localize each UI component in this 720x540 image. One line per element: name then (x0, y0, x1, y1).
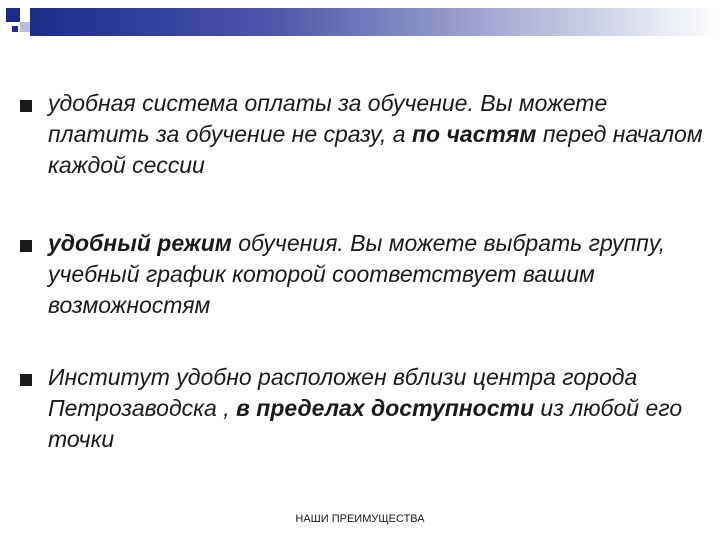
footer-label: НАШИ ПРЕИМУЩЕСТВА (295, 513, 425, 525)
text-segment: Институт удобно расположен вблизи центра города Петрозаводска , (48, 364, 638, 421)
bullet-text (48, 362, 708, 455)
bold-segment: в пределах доступности (235, 395, 535, 421)
text-segment: перед началом каждой сессии (48, 121, 703, 178)
text-segment: обучения. Вы можете выбрать группу, учебный график которой соответствует вашим возможностям (48, 230, 666, 318)
bullet-text (48, 88, 708, 181)
bold-segment: по частям (411, 121, 537, 147)
decorative-square (20, 22, 30, 32)
bold-segment: удобный режим (48, 230, 232, 256)
decorative-square (6, 8, 20, 22)
square-bullet-icon (20, 374, 32, 386)
square-bullet-icon (20, 100, 32, 112)
decorative-square (12, 26, 18, 32)
text-segment: из любой его точки (48, 395, 683, 452)
text-segment: удобная система оплаты за обучение. Вы можете платить за обучение не сразу, а (48, 90, 608, 147)
bullet-text (48, 228, 708, 321)
square-bullet-icon (20, 240, 32, 252)
header-gradient-band (30, 8, 720, 36)
